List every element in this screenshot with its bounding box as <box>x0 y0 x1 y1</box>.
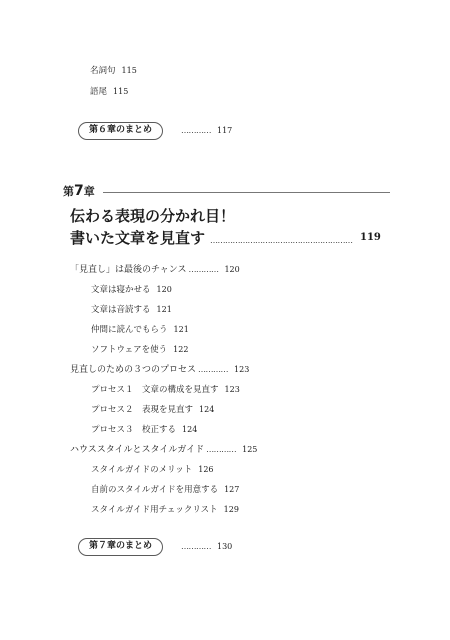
toc-entry-page: 130 <box>217 542 233 551</box>
toc-entry[interactable] <box>91 304 172 316</box>
chapter-summary-page-line <box>179 125 232 137</box>
toc-entry-page: 115 <box>113 87 129 96</box>
toc-entry-page: 121 <box>173 325 189 334</box>
toc-entry[interactable] <box>90 86 128 98</box>
leader-dots: ………… <box>181 542 211 551</box>
toc-entry-label: ソフトウェアを使う <box>91 345 168 355</box>
toc-entry-label: スタイルガイドのメリット <box>91 465 193 475</box>
leader-dots: ………… <box>198 365 229 374</box>
chapter-title-line1: 伝わる表現の分かれ目！ <box>70 207 236 225</box>
toc-entry-label: プロセス１ 文章の構成を見直す <box>91 385 219 395</box>
toc-entry[interactable] <box>91 404 214 416</box>
toc-entry-page: 129 <box>223 505 239 514</box>
chapter-summary-badge[interactable]: 第６章のまとめ <box>78 122 163 140</box>
toc-entry-page: 117 <box>217 126 233 135</box>
toc-entry[interactable] <box>90 65 137 77</box>
chapter-prefix: 第 <box>63 185 74 198</box>
toc-entry-label: 自前のスタイルガイドを用意する <box>91 485 219 495</box>
chapter-title-line2[interactable]: 書いた文章を見直す <box>70 229 206 247</box>
toc-entry-label: プロセス３ 校正する <box>91 425 177 435</box>
toc-entry[interactable] <box>91 464 214 476</box>
toc-entry-page: 121 <box>156 305 172 314</box>
toc-entry-page: 126 <box>198 465 214 474</box>
toc-entry-label: 名詞句 <box>90 66 116 76</box>
leader-dots: ………………………………………………… <box>210 236 353 245</box>
toc-entry-page: 120 <box>156 285 172 294</box>
toc-section[interactable] <box>70 364 249 376</box>
chapter-summary-badge[interactable]: 第７章のまとめ <box>78 538 163 556</box>
toc-entry[interactable] <box>91 484 239 496</box>
toc-entry[interactable] <box>91 284 172 296</box>
toc-entry-page: 122 <box>173 345 189 354</box>
toc-entry-page: 124 <box>182 425 198 434</box>
toc-entry-label: 文章は音読する <box>91 305 151 315</box>
toc-entry[interactable] <box>91 504 239 516</box>
toc-section-page: 120 <box>224 265 240 274</box>
toc-entry-label: スタイルガイド用チェックリスト <box>91 505 218 515</box>
leader-dots: ………… <box>188 265 219 274</box>
toc-entry-page: 124 <box>199 405 215 414</box>
toc-section[interactable] <box>70 444 257 456</box>
toc-section-page: 125 <box>242 445 258 454</box>
chapter-label <box>63 183 95 199</box>
toc-entry[interactable] <box>91 384 240 396</box>
chapter-number: 7 <box>74 183 84 199</box>
toc-entry-label: 語尾 <box>90 87 108 97</box>
toc-entry[interactable] <box>91 324 189 336</box>
toc-entry-page: 127 <box>224 485 240 494</box>
toc-section[interactable] <box>70 264 240 276</box>
toc-section-label: ハウススタイルとスタイルガイド <box>70 445 205 455</box>
toc-entry-label: 文章は寝かせる <box>91 285 151 295</box>
toc-entry-label: プロセス２ 表現を見直す <box>91 405 194 415</box>
chapter-suffix: 章 <box>83 185 95 198</box>
toc-entry-page: 115 <box>121 66 137 75</box>
toc-section-label: 「見直し」は最後のチャンス <box>70 265 187 275</box>
toc-entry[interactable] <box>91 344 188 356</box>
toc-entry-page: 123 <box>224 385 240 394</box>
toc-entry[interactable] <box>91 424 197 436</box>
chapter-summary-page-line <box>179 541 232 553</box>
leader-dots: ………… <box>181 126 211 135</box>
chapter-title-page: 119 <box>360 232 381 243</box>
chapter-divider <box>103 192 390 193</box>
toc-section-label: 見直しのための３つのプロセス <box>70 365 197 375</box>
toc-entry-label: 仲間に読んでもらう <box>91 325 168 335</box>
leader-dots: ………… <box>206 445 237 454</box>
toc-section-page: 123 <box>234 365 250 374</box>
